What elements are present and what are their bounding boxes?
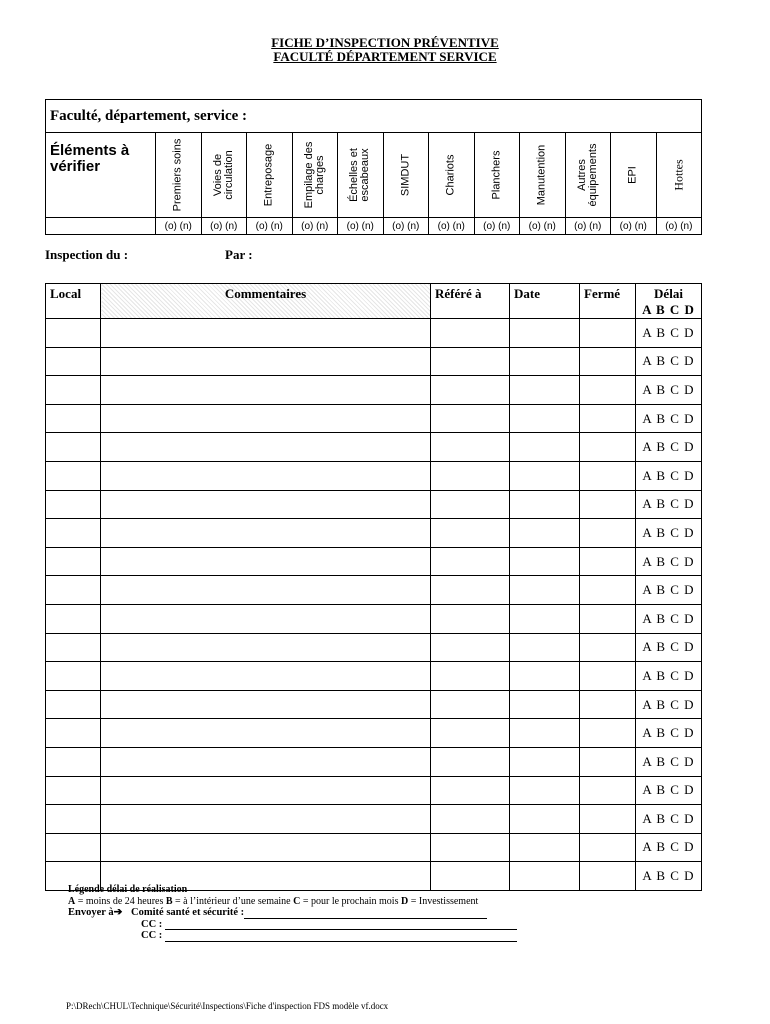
table-row [46, 433, 702, 462]
delay-cell[interactable]: A B C D [636, 319, 702, 348]
closed-cell[interactable] [580, 319, 636, 348]
status-checkbox[interactable]: (o) (n) [201, 218, 247, 235]
delay-cell[interactable]: A B C D [636, 690, 702, 719]
closed-cell[interactable] [580, 662, 636, 691]
referred-cell[interactable] [431, 747, 510, 776]
category-column [338, 133, 384, 218]
referred-cell[interactable] [431, 604, 510, 633]
legend-scale: A = moins de 24 heures B = à l’intérieur d’une semaine C = pour le prochain mois D = Investissement [68, 895, 479, 907]
closed-cell[interactable] [580, 833, 636, 862]
comment-cell[interactable] [101, 719, 431, 748]
delay-cell[interactable]: A B C D [636, 576, 702, 605]
local-cell[interactable] [46, 604, 101, 633]
table-row [46, 404, 702, 433]
date-header: Date [510, 284, 580, 319]
cc-field-1[interactable] [165, 920, 517, 930]
local-cell[interactable] [46, 776, 101, 805]
local-cell[interactable] [46, 319, 101, 348]
category-column [565, 133, 611, 218]
referred-cell[interactable] [431, 662, 510, 691]
comment-cell[interactable] [101, 461, 431, 490]
comment-cell[interactable] [101, 404, 431, 433]
referred-cell[interactable] [431, 376, 510, 405]
category-column [292, 133, 338, 218]
closed-cell[interactable] [580, 862, 636, 891]
category-column [656, 133, 702, 218]
date-cell[interactable] [510, 776, 580, 805]
table-row [46, 547, 702, 576]
date-cell[interactable] [510, 633, 580, 662]
status-checkbox[interactable]: (o) (n) [611, 218, 657, 235]
referred-cell[interactable] [431, 461, 510, 490]
local-cell[interactable] [46, 519, 101, 548]
cc-field-2[interactable] [165, 932, 517, 942]
local-cell[interactable] [46, 490, 101, 519]
title-line-1: FICHE D’INSPECTION PRÉVENTIVE [271, 35, 499, 50]
delay-cell[interactable]: A B C D [636, 547, 702, 576]
referred-cell[interactable] [431, 519, 510, 548]
category-label: Hottes [671, 159, 686, 191]
category-column [429, 133, 475, 218]
date-cell[interactable] [510, 719, 580, 748]
category-column [156, 133, 202, 218]
delay-cell[interactable]: A B C D [636, 604, 702, 633]
date-cell[interactable] [510, 833, 580, 862]
comment-cell[interactable] [101, 519, 431, 548]
referred-cell[interactable] [431, 833, 510, 862]
delay-cell[interactable]: A B C D [636, 662, 702, 691]
closed-cell[interactable] [580, 547, 636, 576]
delay-cell[interactable]: A B C D [636, 519, 702, 548]
status-checkbox[interactable]: (o) (n) [520, 218, 566, 235]
category-label: Planchers [490, 150, 503, 200]
closed-cell[interactable] [580, 433, 636, 462]
comment-cell[interactable] [101, 747, 431, 776]
referred-cell[interactable] [431, 719, 510, 748]
category-label-line2: charges [313, 155, 326, 195]
comment-cell[interactable] [101, 547, 431, 576]
comment-cell[interactable] [101, 604, 431, 633]
delay-cell[interactable]: A B C D [636, 719, 702, 748]
date-cell[interactable] [510, 347, 580, 376]
comment-cell[interactable] [101, 805, 431, 834]
closed-cell[interactable] [580, 576, 636, 605]
delay-cell[interactable]: A B C D [636, 805, 702, 834]
delay-header [636, 284, 702, 319]
local-cell[interactable] [46, 347, 101, 376]
category-column [201, 133, 247, 218]
date-cell[interactable] [510, 747, 580, 776]
title-line-2: FACULTÉ DÉPARTEMENT SERVICE [273, 49, 497, 64]
status-checkbox[interactable]: (o) (n) [383, 218, 429, 235]
document-title [0, 36, 770, 64]
referred-cell[interactable] [431, 633, 510, 662]
local-cell[interactable] [46, 662, 101, 691]
comment-cell[interactable] [101, 347, 431, 376]
category-label: Autres [575, 159, 588, 191]
local-cell[interactable] [46, 547, 101, 576]
date-cell[interactable] [510, 547, 580, 576]
status-checkbox[interactable]: (o) (n) [247, 218, 293, 235]
status-checkbox[interactable]: (o) (n) [156, 218, 202, 235]
status-checkbox[interactable]: (o) (n) [292, 218, 338, 235]
referred-header: Référé à [431, 284, 510, 319]
delay-cell[interactable]: A B C D [636, 747, 702, 776]
category-label: Échelles et [348, 148, 361, 202]
category-label: Empilage des [302, 141, 315, 209]
category-column [611, 133, 657, 218]
referred-cell[interactable] [431, 490, 510, 519]
date-cell[interactable] [510, 319, 580, 348]
closed-cell[interactable] [580, 347, 636, 376]
category-column [383, 133, 429, 218]
status-checkbox[interactable]: (o) (n) [474, 218, 520, 235]
comment-cell[interactable] [101, 433, 431, 462]
status-checkbox[interactable]: (o) (n) [429, 218, 475, 235]
referred-cell[interactable] [431, 404, 510, 433]
category-label: EPI [626, 166, 639, 184]
delay-header-label: Délai [654, 286, 683, 301]
local-cell[interactable] [46, 805, 101, 834]
delay-cell[interactable]: A B C D [636, 862, 702, 891]
legend-title: Légende délai de réalisation [68, 884, 188, 895]
date-cell[interactable] [510, 604, 580, 633]
comment-cell[interactable] [101, 776, 431, 805]
table-row [46, 833, 702, 862]
faculty-field[interactable]: Faculté, département, service : [46, 100, 702, 133]
local-cell[interactable] [46, 433, 101, 462]
cc-label: CC : [141, 918, 163, 930]
closed-cell[interactable] [580, 805, 636, 834]
local-cell[interactable] [46, 633, 101, 662]
delay-cell[interactable]: A B C D [636, 776, 702, 805]
closed-cell[interactable] [580, 404, 636, 433]
category-label-line2: circulation [222, 150, 235, 200]
table-row [46, 805, 702, 834]
local-cell[interactable] [46, 376, 101, 405]
comment-cell[interactable] [101, 576, 431, 605]
date-cell[interactable] [510, 376, 580, 405]
inspection-date-label: Inspection du : [45, 247, 129, 262]
closed-cell[interactable] [580, 490, 636, 519]
inspector-label: Par : [225, 247, 253, 262]
local-cell[interactable] [46, 719, 101, 748]
table-row [46, 319, 702, 348]
local-cell[interactable] [46, 404, 101, 433]
comments-header: Commentaires [101, 284, 431, 319]
delay-cell[interactable]: A B C D [636, 433, 702, 462]
table-row [46, 633, 702, 662]
comment-cell[interactable] [101, 319, 431, 348]
status-checkbox[interactable]: (o) (n) [338, 218, 384, 235]
delay-cell[interactable]: A B C D [636, 347, 702, 376]
category-column [247, 133, 293, 218]
table-row [46, 747, 702, 776]
local-cell[interactable] [46, 833, 101, 862]
file-path-footer: P:\DRech\CHUL\Technique\Sécurité\Inspections\Fiche d'inspection FDS modèle vf.docx [66, 1001, 389, 1011]
date-cell[interactable] [510, 576, 580, 605]
comment-cell[interactable] [101, 833, 431, 862]
category-label: Entreposage [262, 143, 275, 207]
category-label: Voies de [211, 153, 224, 197]
local-cell[interactable] [46, 690, 101, 719]
date-cell[interactable] [510, 862, 580, 891]
closed-cell[interactable] [580, 461, 636, 490]
closed-cell[interactable] [580, 690, 636, 719]
category-label-line2: escabeaux [359, 148, 372, 202]
inspection-table [45, 283, 702, 891]
table-row [46, 604, 702, 633]
status-checkbox[interactable]: (o) (n) [565, 218, 611, 235]
table-row [46, 576, 702, 605]
referred-cell[interactable] [431, 776, 510, 805]
referred-cell[interactable] [431, 805, 510, 834]
blank-cell [46, 218, 156, 235]
comment-cell[interactable] [101, 662, 431, 691]
status-checkbox[interactable]: (o) (n) [656, 218, 702, 235]
cc-line-1 [68, 919, 517, 931]
date-cell[interactable] [510, 805, 580, 834]
date-cell[interactable] [510, 490, 580, 519]
closed-cell[interactable] [580, 719, 636, 748]
referred-cell[interactable] [431, 547, 510, 576]
delay-cell[interactable]: A B C D [636, 490, 702, 519]
delay-header-scale: A B C D [642, 302, 695, 317]
legend [68, 884, 517, 942]
delay-cell[interactable]: A B C D [636, 376, 702, 405]
send-to-label: Envoyer à [68, 907, 114, 918]
cc-label: CC : [141, 930, 163, 941]
category-label: SIMDUT [399, 153, 412, 197]
local-cell[interactable] [46, 747, 101, 776]
table-row [46, 719, 702, 748]
closed-cell[interactable] [580, 376, 636, 405]
category-column [520, 133, 566, 218]
table-row [46, 347, 702, 376]
category-label: Manutention [535, 144, 548, 206]
closed-cell[interactable] [580, 747, 636, 776]
closed-header: Fermé [580, 284, 636, 319]
local-cell[interactable] [46, 576, 101, 605]
delay-cell[interactable]: A B C D [636, 461, 702, 490]
category-label: Premiers soins [171, 138, 184, 212]
referred-cell[interactable] [431, 576, 510, 605]
table-row [46, 662, 702, 691]
date-cell[interactable] [510, 690, 580, 719]
category-column [474, 133, 520, 218]
committee-field[interactable] [244, 909, 487, 919]
table-row [46, 490, 702, 519]
referred-cell[interactable] [431, 347, 510, 376]
referred-cell[interactable] [431, 433, 510, 462]
comment-cell[interactable] [101, 376, 431, 405]
category-label: Chariots [444, 154, 457, 196]
comment-cell[interactable] [101, 490, 431, 519]
cc-line-2 [68, 930, 517, 942]
committee-label: Comité santé et sécurité : [131, 907, 245, 918]
table-row [46, 690, 702, 719]
closed-cell[interactable] [580, 633, 636, 662]
delay-cell[interactable]: A B C D [636, 633, 702, 662]
date-cell[interactable] [510, 404, 580, 433]
local-header: Local [46, 284, 101, 319]
arrow-right-icon: ➔ [113, 907, 123, 918]
delay-cell[interactable]: A B C D [636, 404, 702, 433]
table-row [46, 376, 702, 405]
date-cell[interactable] [510, 662, 580, 691]
closed-cell[interactable] [580, 519, 636, 548]
comment-cell[interactable] [101, 633, 431, 662]
table-row [46, 519, 702, 548]
send-to-line [68, 907, 517, 919]
delay-cell[interactable]: A B C D [636, 833, 702, 862]
local-cell[interactable] [46, 461, 101, 490]
date-cell[interactable] [510, 433, 580, 462]
category-label-line2: équipements [586, 143, 599, 207]
referred-cell[interactable] [431, 319, 510, 348]
elements-table [45, 99, 702, 235]
date-cell[interactable] [510, 461, 580, 490]
comment-cell[interactable] [101, 690, 431, 719]
closed-cell[interactable] [580, 604, 636, 633]
table-row [46, 776, 702, 805]
date-cell[interactable] [510, 519, 580, 548]
elements-to-verify-label: Éléments à vérifier [46, 133, 156, 218]
closed-cell[interactable] [580, 776, 636, 805]
referred-cell[interactable] [431, 690, 510, 719]
table-row [46, 461, 702, 490]
